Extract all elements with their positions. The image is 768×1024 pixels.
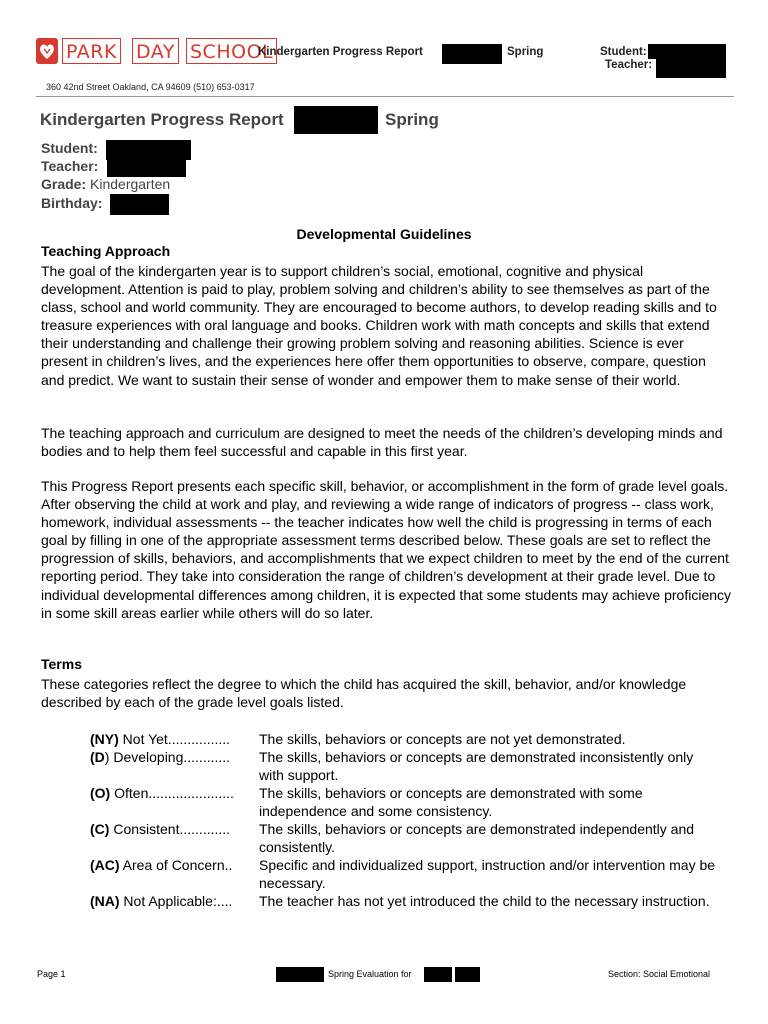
header-student-label: Student: [600,46,647,58]
header-report-title: Kindergarten Progress Report [258,46,423,58]
redaction-box [656,58,726,78]
logo-word-school: SCHOOL [186,38,277,64]
redaction-box [294,106,378,134]
paragraph-goals: The goal of the kindergarten year is to support children’s social, emotional, cognitive and physical development. Attention is paid to play, problem solving and children’s ability to see themselves as part of the class, school and world community. They are encouraged to become authors, to develop reading skills and to treasure experiences with oral language and books. Children work with math concepts and skills that extend their understanding and challenge their growing problem solving and reasoning abilities. Science is ever present in children’s lives, and the experiences here offer them opportunities to observe, compare, question and predict. We want to sustain their sense of wonder and empower them to make sense of their world. [41,263,717,388]
header-season: Spring [507,46,544,58]
term-description: The skills, behaviors or concepts are demonstrated inconsistently only with support. [259,749,694,784]
student-field [41,140,98,156]
term-description: The skills, behaviors or concepts are demonstrated with some independence and some consistency. [259,785,643,820]
footer-section: Section: Social Emotional [608,969,711,979]
term-label: (O) Often...................... [90,785,234,801]
term-description: Specific and individualized support, instruction and/or intervention may be necessary. [259,857,716,892]
footer-evaluation: Spring Evaluation for [328,969,412,979]
teacher-label: Teacher: [41,158,99,174]
grade-label: Grade: [41,176,87,192]
header-teacher-label: Teacher: [605,59,653,71]
redaction-box [107,157,186,177]
term-description: The skills, behaviors or concepts are not yet demonstrated. [259,731,626,747]
redaction-box [442,44,502,64]
teacher-field [41,158,98,174]
footer-page-number: Page 1 [37,969,66,979]
redaction-box [648,44,726,59]
terms-heading: Terms [41,656,82,672]
logo-word-park: PARK [62,38,121,64]
term-label: (C) Consistent............. [90,821,231,837]
page-header [0,0,768,100]
paragraph-terms-intro: These categories reflect the degree to which the child has acquired the skill, behavior, and/or knowledge described by each of the grade level goals listed. [41,676,687,711]
paragraph-curriculum: The teaching approach and curriculum are designed to meet the needs of the children’s developing minds and bodies and to help them feel successful and capable in this first year. [41,425,723,460]
grade-field [41,176,170,192]
redaction-box [424,967,452,982]
term-label: (AC) Area of Concern.. [90,857,233,873]
term-label: (NY) Not Yet................ [90,731,231,747]
redaction-box [276,967,324,982]
birthday-label: Birthday: [41,195,103,211]
report-title: Kindergarten Progress Report [40,110,284,129]
section-heading: Developmental Guidelines [296,226,472,242]
logo-word-day: DAY [132,38,179,64]
grade-value: Kindergarten [90,176,171,192]
teaching-approach-heading: Teaching Approach [41,243,171,259]
school-address: 360 42nd Street Oakland, CA 94609 (510) 653-0317 [46,82,255,92]
term-label: (NA) Not Applicable:.... [90,893,233,909]
redaction-box [110,194,169,215]
header-divider [36,96,734,97]
term-label: (D) Developing............ [90,749,231,765]
redaction-box [455,967,480,982]
report-season: Spring [385,110,439,129]
paragraph-progress-report: This Progress Report presents each specific skill, behavior, or accomplishment in the form of grade level goals. After observing the child at work and play, and reviewing a wide range of indicators of progress -- class work, homework, individual assessments -- the teacher indicates how well the child is progressing in terms of each goal by filling in one of the appropriate assessment terms described below. These goals are set to reflect the progression of skills, behaviors, and accomplishments that we expect children to meet by the end of the current reporting period. They take into consideration the range of children’s development at their grade level. Due to individual developmental differences among children, it is expected that some students may achieve proficiency in some skill areas earlier while others will do so later. [41,478,732,621]
birthday-field [41,195,102,211]
school-logo-heart-icon [36,38,58,64]
term-description: The skills, behaviors or concepts are demonstrated independently and consistently. [259,821,695,856]
term-description: The teacher has not yet introduced the child to the necessary instruction. [259,893,710,909]
student-label: Student: [41,140,98,156]
